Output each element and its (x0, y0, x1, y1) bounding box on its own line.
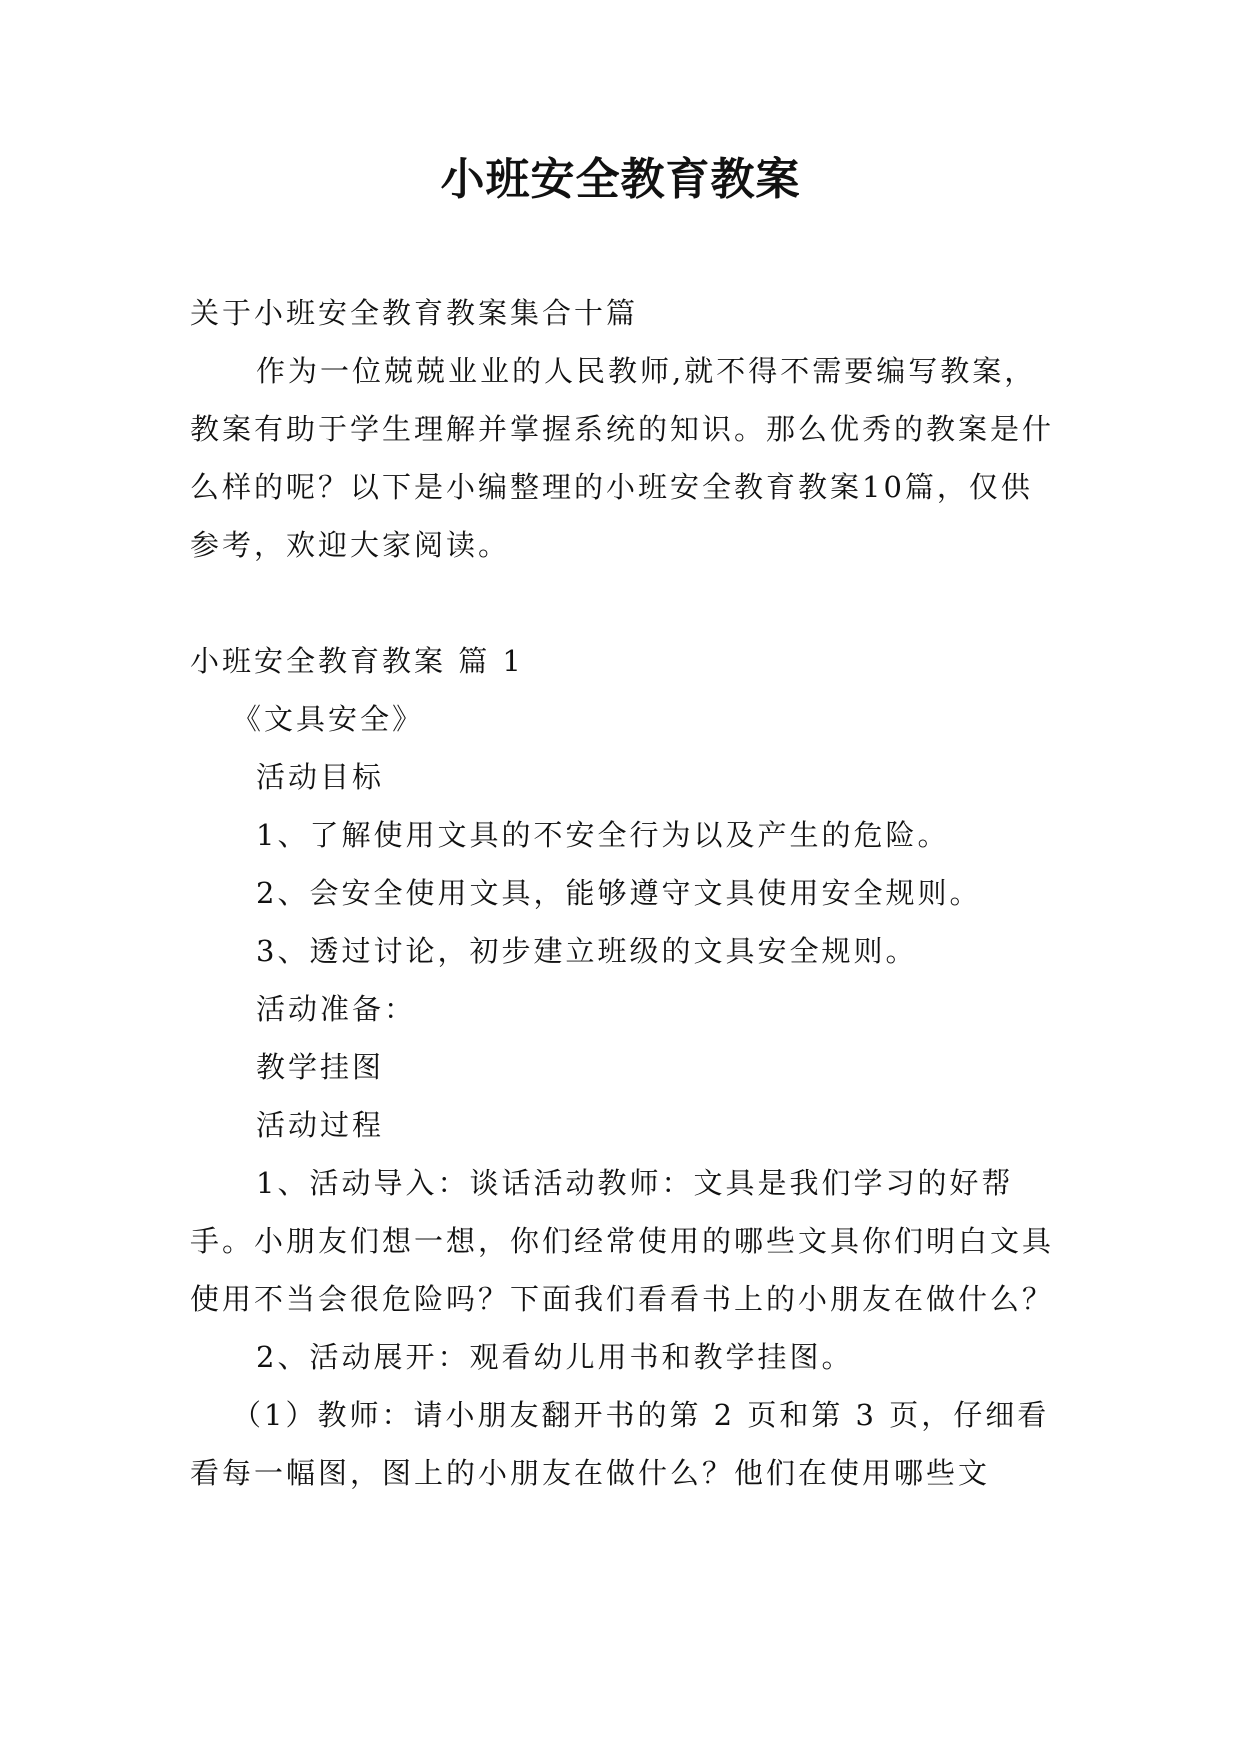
goal-item: 1、了解使用文具的不安全行为以及产生的危险。 (256, 818, 950, 852)
goal-item: 2、会安全使用文具，能够遵守文具使用安全规则。 (256, 876, 982, 910)
document-title: 小班安全教育教案 (440, 154, 801, 205)
goal-item: 3、透过讨论，初步建立班级的文具安全规则。 (256, 934, 918, 968)
prep-item: 教学挂图 (256, 1050, 385, 1084)
process-substep: （1）教师：请小朋友翻开书的第 2 页和第 3 页，仔细看看每一幅图，图上的小朋友在做什么？他们在使用哪些文 (190, 1398, 1050, 1490)
document-body (190, 284, 1058, 1502)
process-step: 1、活动导入：谈话活动教师：文具是我们学习的好帮手。小朋友们想一想，你们经常使用的哪些文具你们明白文具使用不当会很危险吗？下面我们看看书上的小朋友在做什么？ (190, 1166, 1055, 1316)
prep-heading: 活动准备： (256, 992, 417, 1026)
process-step: 2、活动展开：观看幼儿用书和教学挂图。 (256, 1340, 854, 1374)
intro-paragraph: 作为一位兢兢业业的人民教师,就不得不需要编写教案，教案有助于学生理解并掌握系统的知识。那么优秀的教案是什么样的呢？以下是小编整理的小班安全教育教案10篇，仅供参考，欢迎大家阅读。 (190, 354, 1055, 562)
section-heading: 小班安全教育教案 篇 1 (190, 644, 524, 678)
goals-heading: 活动目标 (256, 760, 385, 794)
document-subtitle: 关于小班安全教育教案集合十篇 (190, 296, 639, 330)
lesson-title: 《文具安全》 (232, 702, 425, 736)
process-heading: 活动过程 (256, 1108, 385, 1142)
